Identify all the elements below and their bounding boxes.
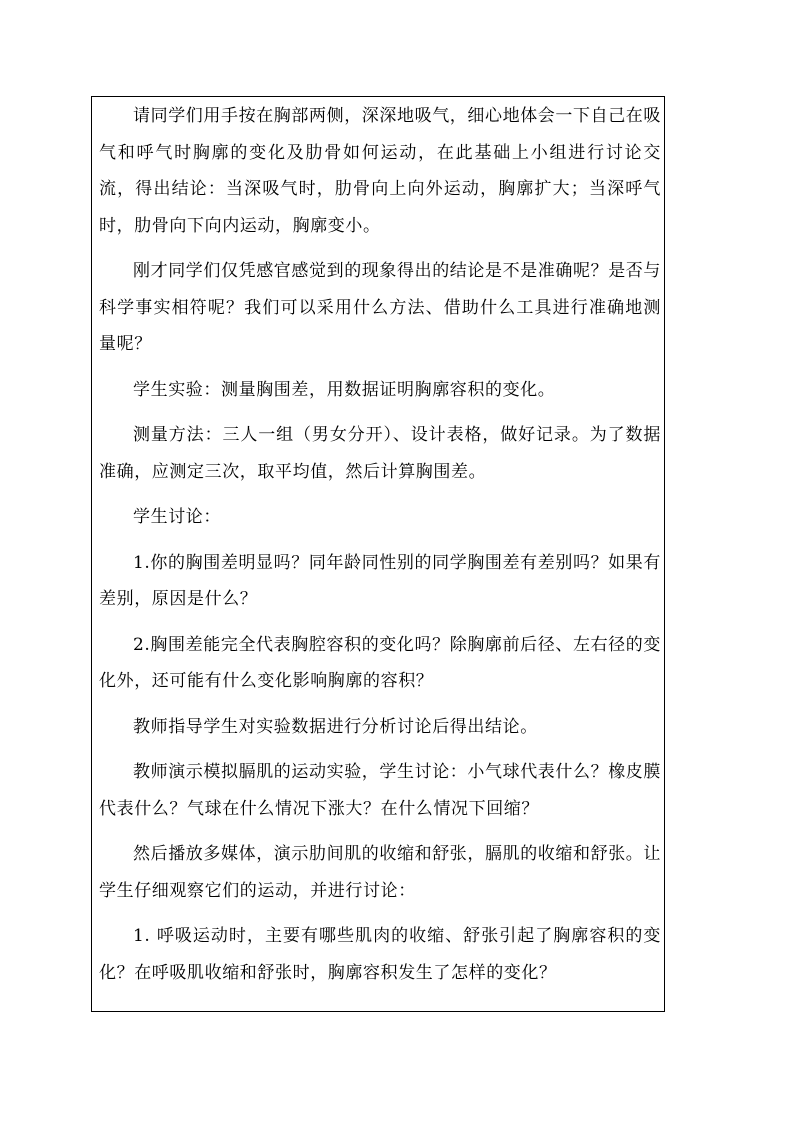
paragraph-student-discussion-heading: 学生讨论： (133, 507, 221, 527)
paragraph-measurement-method: 测量方法：三人一组（男女分开）、设计表格，做好记录。为了数据准确，应测定三次，取平均值，然后计算胸围差。 (99, 425, 661, 482)
paragraph-respiratory-muscle-question: 1. 呼吸运动时，主要有哪些肌肉的收缩、舒张引起了胸廓容积的变化？在呼吸肌收缩和舒张时，胸廓容积发生了怎样的变化？ (99, 926, 661, 983)
paragraph-discussion-question-1: 1.你的胸围差明显吗？同年龄同性别的同学胸围差有差别吗？如果有差别，原因是什么？ (99, 552, 661, 609)
paragraph-student-experiment: 学生实验：测量胸围差，用数据证明胸廓容积的变化。 (133, 379, 556, 400)
paragraph-multimedia: 然后播放多媒体，演示肋间肌的收缩和舒张，膈肌的收缩和舒张。让学生仔细观察它们的运动，并进行讨论： (99, 844, 661, 901)
paragraph-breathing-observation: 请同学们用手按在胸部两侧，深深地吸气，细心地体会一下自己在吸气和呼气时胸廓的变化及肋骨如何运动，在此基础上小组进行讨论交流，得出结论：当深吸气时，肋骨向上向外运动，胸廓扩大；当深呼气时，肋骨向下向内运动，胸廓变小。 (99, 106, 661, 236)
paragraph-accuracy-question: 刚才同学们仅凭感官感觉到的现象得出的结论是不是准确呢？是否与科学事实相符呢？我们可以采用什么方法、借助什么工具进行准确地测量呢？ (99, 261, 661, 354)
paragraph-diaphragm-demo: 教师演示模拟膈肌的运动实验，学生讨论：小气球代表什么？橡皮膜代表什么？气球在什么情况下涨大？在什么情况下回缩？ (99, 762, 661, 819)
paragraph-discussion-question-2: 2.胸围差能完全代表胸腔容积的变化吗？除胸廓前后径、左右径的变化外，还可能有什么变化影响胸廓的容积？ (99, 634, 661, 691)
paragraph-teacher-guidance: 教师指导学生对实验数据进行分析讨论后得出结论。 (133, 716, 538, 737)
lesson-text-body (99, 98, 661, 1000)
